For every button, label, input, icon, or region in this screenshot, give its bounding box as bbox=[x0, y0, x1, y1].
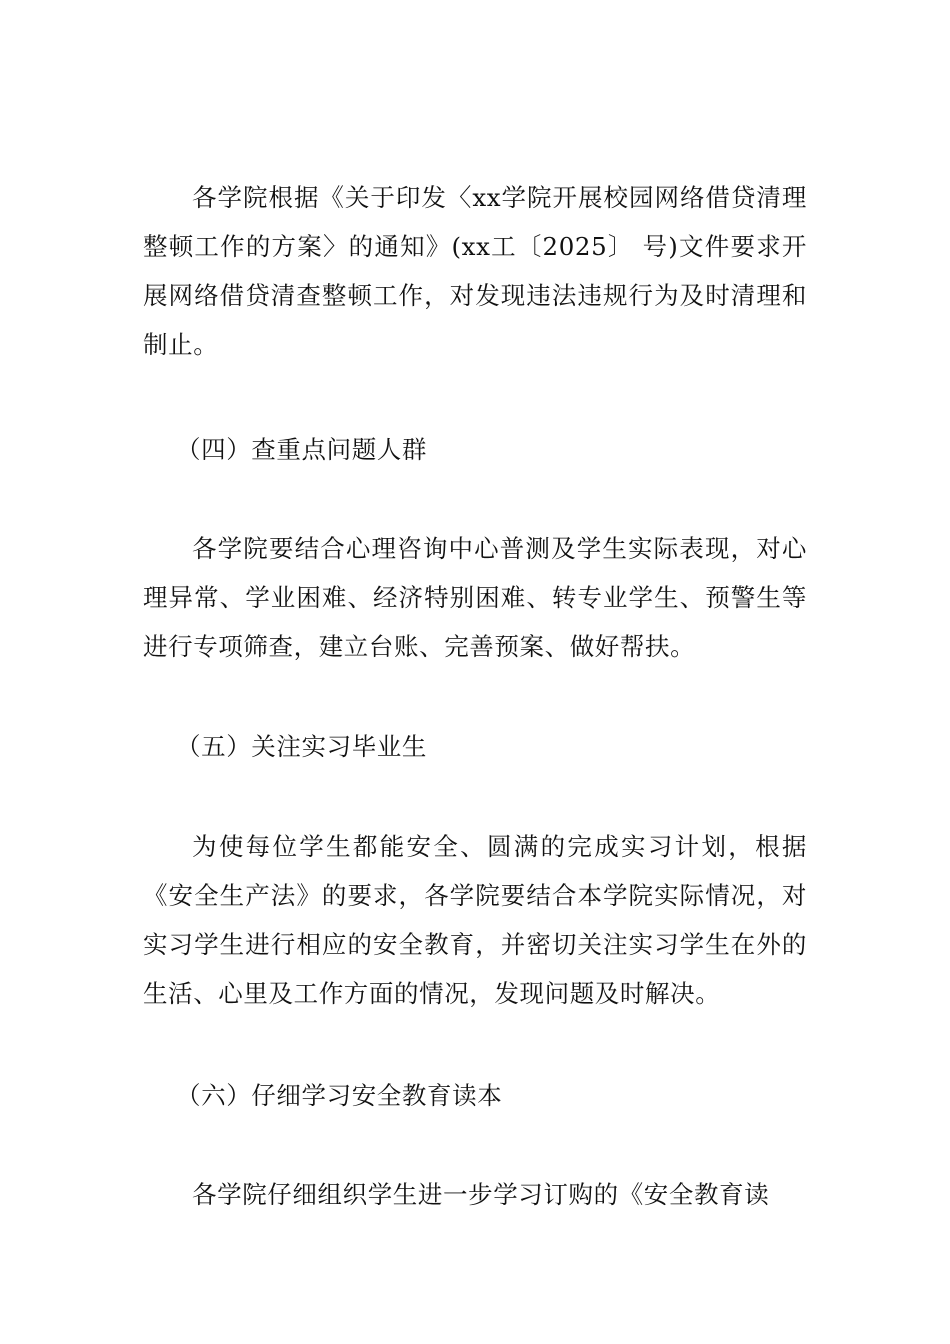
section-heading-6: （六）仔细学习安全教育读本 bbox=[176, 1081, 503, 1110]
paragraph-safety-reader-study: 各学院仔细组织学生进一步学习订购的《安全教育读 bbox=[192, 1180, 770, 1209]
paragraph-key-groups-screening: 各学院要结合心理咨询中心普测及学生实际表现，对心理异常、学业困难、经济特别困难、转专业学生、预警生等进行专项筛查，建立台账、完善预案、做好帮扶。 bbox=[143, 534, 807, 661]
paragraph-network-loan-cleanup: 各学院根据《关于印发〈xx学院开展校园网络借贷清理整顿工作的方案〉的通知》(xx工〔2025〕 号)文件要求开展网络借贷清查整顿工作，对发现违法违规行为及时清理和制止。 bbox=[143, 183, 807, 359]
section-heading-4: （四）查重点问题人群 bbox=[176, 435, 427, 464]
paragraph-internship-safety: 为使每位学生都能安全、圆满的完成实习计划，根据《安全生产法》的要求，各学院要结合本学院实际情况，对实习学生进行相应的安全教育，并密切关注实习学生在外的生活、心里及工作方面的情况，发现问题及时解决。 bbox=[143, 832, 807, 1008]
section-heading-5: （五）关注实习毕业生 bbox=[176, 732, 427, 761]
